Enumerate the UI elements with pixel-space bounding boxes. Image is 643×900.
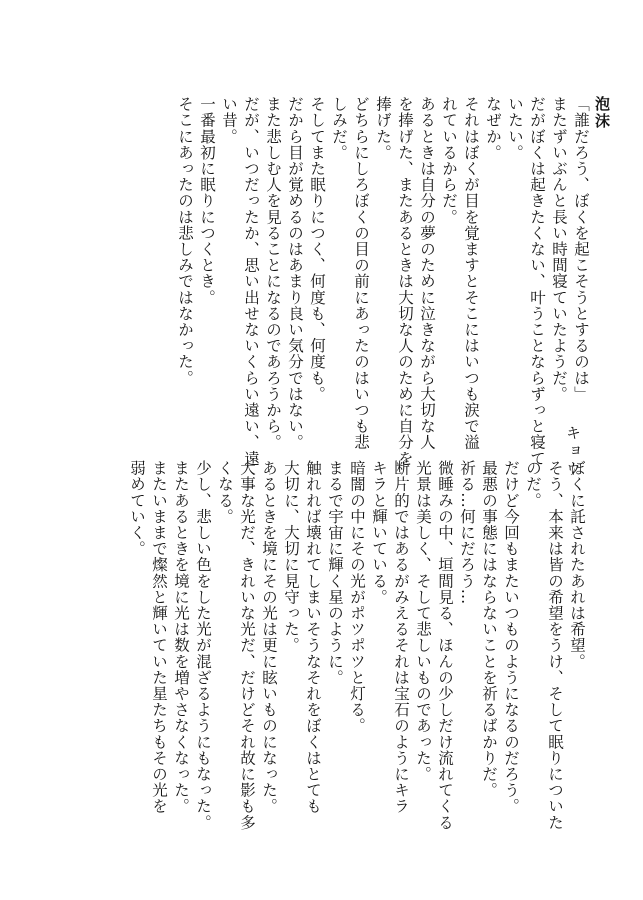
text-line: 断片的ではあるがみえるそれは宝石のようにキラ xyxy=(392,460,410,815)
text-line: ぼくに託されたあれは希望。 xyxy=(568,460,586,670)
text-line: いたい。 xyxy=(506,96,524,161)
story-title: 泡沫 xyxy=(593,96,611,130)
text-line: だけど今回もまたいつものようになるのだろう。 xyxy=(502,460,520,815)
text-line: 少し、悲しい色をした光が混ざるようにもなった。 xyxy=(194,460,212,831)
text-line: だがぼくは起きたくない、叶うことならずっと寝て xyxy=(528,96,546,467)
text-line: そう、本来は皆の希望をうけ、そして眠りについた xyxy=(546,460,564,831)
text-line: だが、いつだったか、思い出せないくらい遠い、遠 xyxy=(242,96,260,467)
text-line: くなる。 xyxy=(216,460,234,525)
text-line: そしてまた眠りにつく、何度も、何度も。 xyxy=(308,96,326,402)
text-line: だから目が覚めるのはあまり良い気分ではない。 xyxy=(286,96,304,451)
text-line: 触れれば壊れてしまいそうなそれをぼくはとても xyxy=(304,460,322,815)
text-line: まるで宇宙に輝く星のように。 xyxy=(326,460,344,686)
text-line: 微睡みの中、垣間見る、ほんの少しだけ流れてくる xyxy=(436,460,454,831)
lower-text-block xyxy=(50,460,588,831)
text-line: またあるときを境に光は数を増やさなくなった。 xyxy=(172,460,190,815)
text-line: い昔。 xyxy=(220,96,238,145)
text-line: そこにあったのは悲しみではなかった。 xyxy=(176,96,194,386)
text-line: れているからだ。 xyxy=(440,96,458,225)
text-line: 一番最初に眠りにつくとき。 xyxy=(198,96,216,306)
text-line: 大切に、大切に見守った。 xyxy=(282,460,300,654)
text-line: また悲しむ人を見ることになるのであろうから。 xyxy=(264,96,282,451)
text-line: あるときは自分の夢のために泣きながら大切な人 xyxy=(418,96,436,451)
text-line: あるときを境にその光は更に眩いものになった。 xyxy=(260,460,278,815)
text-line: またいままで燦然と輝いていた星たちもその光を xyxy=(150,460,168,815)
text-line: 光景は美しく、そして悲しいものであった。 xyxy=(414,460,432,782)
text-line: を捧げた、またあるときは大切な人のために自分を xyxy=(396,96,414,467)
text-line: のだ。 xyxy=(524,460,542,509)
text-line: 弱めていく。 xyxy=(128,460,146,557)
text-line: それはぼくが目を覚ますとそこにはいつも涙で溢 xyxy=(462,96,480,451)
text-line: 最悪の事態にはならないことを祈るばかりだ。 xyxy=(480,460,498,799)
text-line: 暗闇の中にその光がポツポツと灯る。 xyxy=(348,460,366,734)
text-line: またずいぶんと長い時間寝ていたようだ。 xyxy=(550,96,568,402)
text-line: どちらにしろぼくの目の前にあったのはいつも悲 xyxy=(352,96,370,451)
text-line: 祈る…何にだろう… xyxy=(458,460,476,605)
text-line: 捧げた。 xyxy=(374,96,392,161)
author-name: キョウ xyxy=(564,425,582,479)
text-line: キラと輝いている。 xyxy=(370,460,388,605)
text-line: 大事な光だ、きれいな光だ、だけどそれ故に影も多 xyxy=(238,460,256,831)
text-line: 「誰だろう、ぼくを起こそうとするのは」 xyxy=(572,96,590,402)
text-line: なぜか。 xyxy=(484,96,502,161)
text-line: しみだ。 xyxy=(330,96,348,161)
